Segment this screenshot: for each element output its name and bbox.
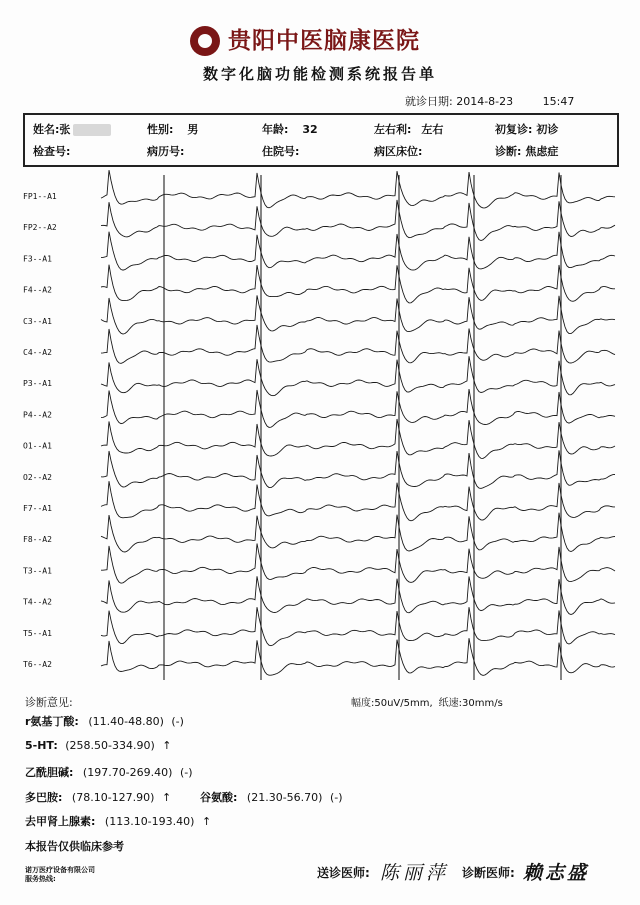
eeg-channel-label: T6--A2 bbox=[23, 660, 52, 669]
name-value: 张 bbox=[59, 123, 71, 136]
eeg-trace-line bbox=[101, 576, 615, 614]
result-row bbox=[25, 713, 184, 729]
eeg-trace-line bbox=[101, 356, 615, 396]
result-range: (21.30-56.70) bbox=[246, 791, 323, 804]
gender-value: 男 bbox=[187, 123, 199, 136]
eeg-channel-label: F7--A1 bbox=[23, 504, 52, 513]
eeg-channel-label: T3--A1 bbox=[23, 566, 52, 576]
company-info bbox=[25, 866, 95, 884]
diagnosis-value: 焦虑症 bbox=[525, 145, 559, 158]
eeg-trace-line bbox=[101, 325, 615, 364]
report-title: 数字化脑功能检测系统报告单 bbox=[202, 65, 437, 83]
eeg-trace-line bbox=[101, 607, 615, 646]
result-range: (258.50-334.90) bbox=[65, 739, 155, 752]
eeg-trace-chart bbox=[21, 170, 621, 685]
result-flag: (-) bbox=[171, 715, 184, 728]
eeg-trace-line bbox=[101, 170, 615, 208]
paper-speed-label: 纸速:30mm/s bbox=[438, 698, 503, 709]
eeg-channel-label: C3--A1 bbox=[23, 316, 52, 326]
referring-doctor-signature: 陈丽萍 bbox=[380, 862, 450, 884]
eeg-channel-labels bbox=[23, 192, 57, 669]
age-label: 年龄: bbox=[262, 123, 289, 136]
eeg-trace-line bbox=[101, 295, 615, 334]
result-row bbox=[200, 789, 343, 805]
eeg-trace-line bbox=[101, 544, 615, 584]
result-range: (197.70-269.40) bbox=[82, 766, 173, 779]
eeg-channel-label: P3--A1 bbox=[23, 379, 52, 389]
visit-type-label: 初复诊: bbox=[495, 123, 533, 136]
visit-date-line bbox=[405, 93, 574, 109]
result-range: (78.10-127.90) bbox=[71, 791, 155, 804]
result-row bbox=[25, 789, 171, 805]
diagnosis bbox=[495, 143, 558, 159]
eeg-trace-line bbox=[101, 450, 615, 488]
eeg-channel-label: C4--A2 bbox=[23, 348, 52, 357]
hospital-name: 贵阳中医脑康医院 bbox=[228, 28, 420, 54]
eeg-trace-line bbox=[101, 481, 615, 521]
eeg-channel-label: O2--A2 bbox=[23, 472, 52, 482]
report-note: 本报告仅供临床参考 bbox=[25, 840, 124, 853]
result-name: 乙酰胆碱: bbox=[25, 766, 74, 779]
eeg-trace-line bbox=[101, 232, 615, 270]
record-no-label: 病历号: bbox=[147, 145, 185, 158]
eeg-channel-label: T5--A1 bbox=[23, 628, 52, 638]
scale-info bbox=[351, 694, 503, 709]
visit-type bbox=[495, 121, 558, 137]
result-name: 谷氨酸: bbox=[200, 791, 238, 804]
eeg-channel-label: FP2--A2 bbox=[23, 223, 57, 233]
hospital-logo-icon bbox=[190, 26, 220, 56]
handedness-value: 左右 bbox=[421, 123, 444, 136]
referring-doctor-label: 送诊医师: bbox=[317, 866, 370, 880]
eeg-channel-label: F3--A1 bbox=[23, 254, 52, 264]
eeg-trace-line bbox=[101, 419, 615, 458]
age-value: 32 bbox=[302, 123, 318, 136]
result-flag: ↑ bbox=[161, 791, 172, 804]
name-label: 姓名: bbox=[33, 123, 60, 136]
age bbox=[262, 121, 318, 137]
result-row bbox=[25, 739, 171, 752]
result-flag: ↑ bbox=[201, 815, 212, 828]
result-row bbox=[25, 764, 193, 780]
handedness-label: 左右利: bbox=[374, 123, 412, 136]
ward-bed-label: 病区床位: bbox=[374, 145, 423, 158]
result-flag: (-) bbox=[329, 791, 343, 804]
eeg-trace-line bbox=[101, 513, 615, 552]
eeg-trace-line bbox=[101, 389, 615, 427]
patient-name bbox=[33, 121, 111, 137]
result-flag: (-) bbox=[179, 766, 193, 779]
eeg-channel-label: F4--A2 bbox=[23, 285, 52, 295]
gender bbox=[147, 121, 198, 137]
exam-no-label: 检查号: bbox=[33, 145, 71, 158]
gender-label: 性别: bbox=[147, 123, 174, 136]
results-heading: 诊断意见: bbox=[25, 696, 73, 709]
eeg-trace-line bbox=[101, 638, 615, 675]
visit-time: 15:47 bbox=[542, 95, 575, 108]
result-flag: ↑ bbox=[162, 739, 172, 752]
eeg-channel-label: F8--A2 bbox=[23, 535, 52, 545]
visit-date-label: 就诊日期: bbox=[405, 95, 453, 108]
company-name: 诺万医疗设备有限公司 bbox=[25, 866, 95, 874]
result-range: (113.10-193.40) bbox=[104, 815, 195, 828]
hotline-label: 服务热线: bbox=[25, 875, 56, 883]
inpatient-no-label: 住院号: bbox=[262, 145, 300, 158]
diagnosing-doctor-label: 诊断医师: bbox=[462, 866, 515, 880]
visit-type-value: 初诊 bbox=[536, 123, 559, 136]
eeg-channel-label: O1--A1 bbox=[23, 441, 52, 451]
diagnosing-doctor-signature: 赖志盛 bbox=[523, 862, 590, 884]
result-name: 5-HT: bbox=[25, 739, 58, 752]
amplitude-label: 幅度:50uV/5mm, bbox=[351, 698, 433, 709]
result-name: 去甲肾上腺素: bbox=[25, 815, 96, 828]
result-row bbox=[25, 813, 211, 829]
handedness bbox=[374, 121, 443, 137]
eeg-channel-label: P4--A2 bbox=[23, 410, 52, 420]
diagnosis-label: 诊断: bbox=[495, 145, 522, 158]
eeg-channel-label: FP1--A1 bbox=[23, 192, 57, 201]
result-name: 多巴胺: bbox=[25, 791, 63, 804]
visit-date: 2014-8-23 bbox=[456, 95, 514, 108]
result-name: r氨基丁酸: bbox=[25, 715, 79, 728]
eeg-traces bbox=[101, 170, 615, 675]
result-range: (11.40-48.80) bbox=[88, 715, 164, 728]
eeg-trace-line bbox=[101, 200, 615, 241]
redacted-name-block bbox=[73, 124, 111, 136]
eeg-channel-label: T4--A2 bbox=[23, 597, 52, 607]
eeg-trace-line bbox=[101, 265, 615, 303]
